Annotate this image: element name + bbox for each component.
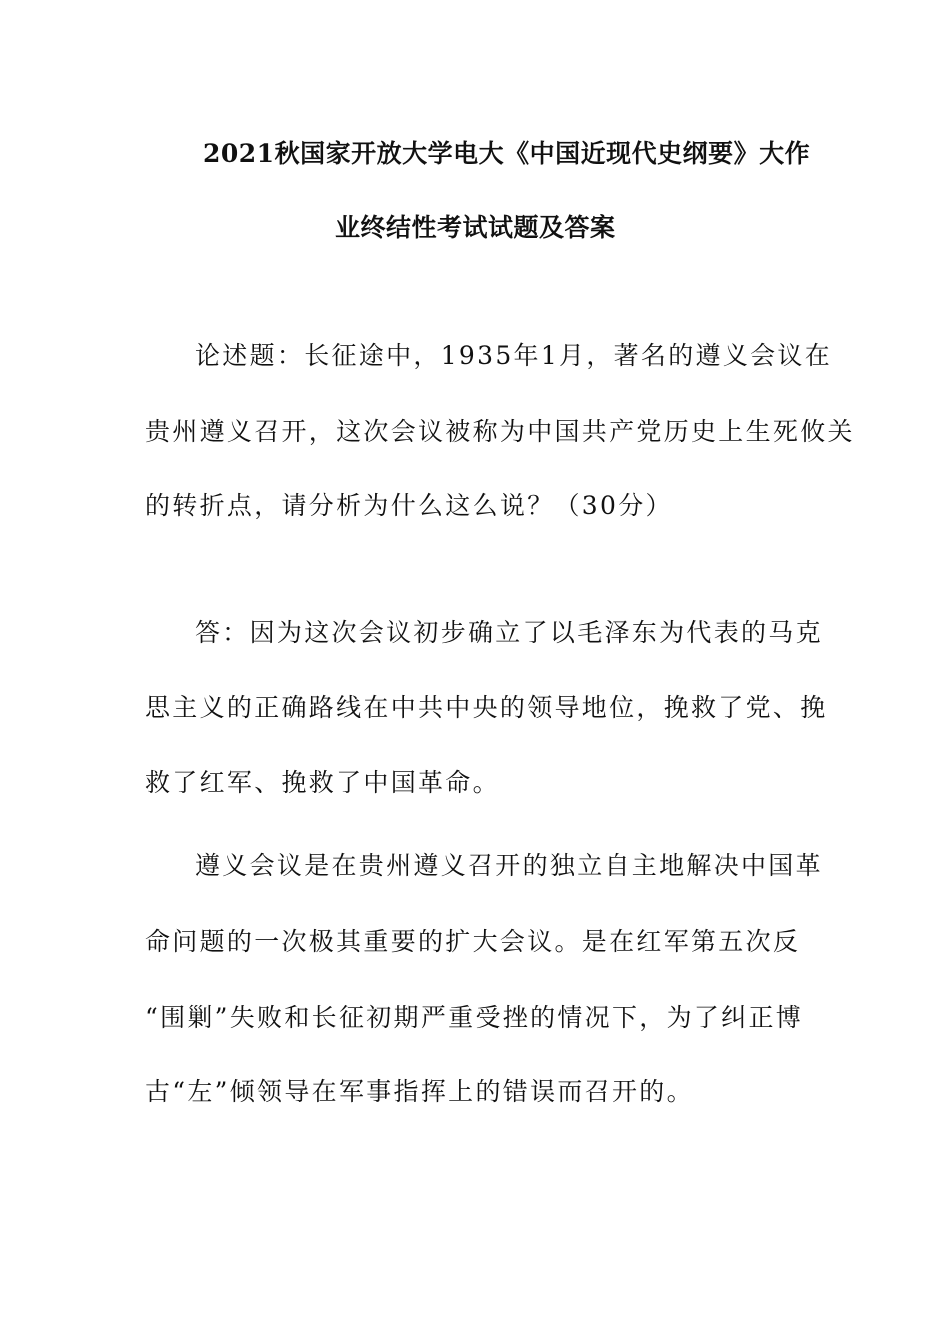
question-line-3: 的转折点，请分析为什么这么说？（30分）	[145, 491, 673, 520]
question-line-2: 贵州遵义召开，这次会议被称为中国共产党历史上生死攸关	[145, 417, 855, 446]
answer-line-3: 救了红军、挽救了中国革命。	[145, 768, 500, 797]
paragraph-line-2: 命问题的一次极其重要的扩大会议。是在红军第五次反	[145, 927, 801, 956]
answer-line-2: 思主义的正确路线在中共中央的领导地位，挽救了党、挽	[145, 693, 828, 722]
document-title-line-1: 2021秋国家开放大学电大《中国近现代史纲要》大作	[203, 139, 811, 168]
paragraph-line-1: 遵义会议是在贵州遵义召开的独立自主地解决中国革	[195, 851, 823, 880]
document-title-line-2: 业终结性考试试题及答案	[335, 213, 616, 242]
answer-line-1: 答：因为这次会议初步确立了以毛泽东为代表的马克	[195, 618, 823, 647]
paragraph-line-3: “围剿”失败和长征初期严重受挫的情况下，为了纠正博	[145, 1003, 804, 1032]
question-line-1: 论述题：长征途中，1935年1月，著名的遵义会议在	[195, 341, 833, 370]
paragraph-line-4: 古“左”倾领导在军事指挥上的错误而召开的。	[145, 1077, 694, 1106]
